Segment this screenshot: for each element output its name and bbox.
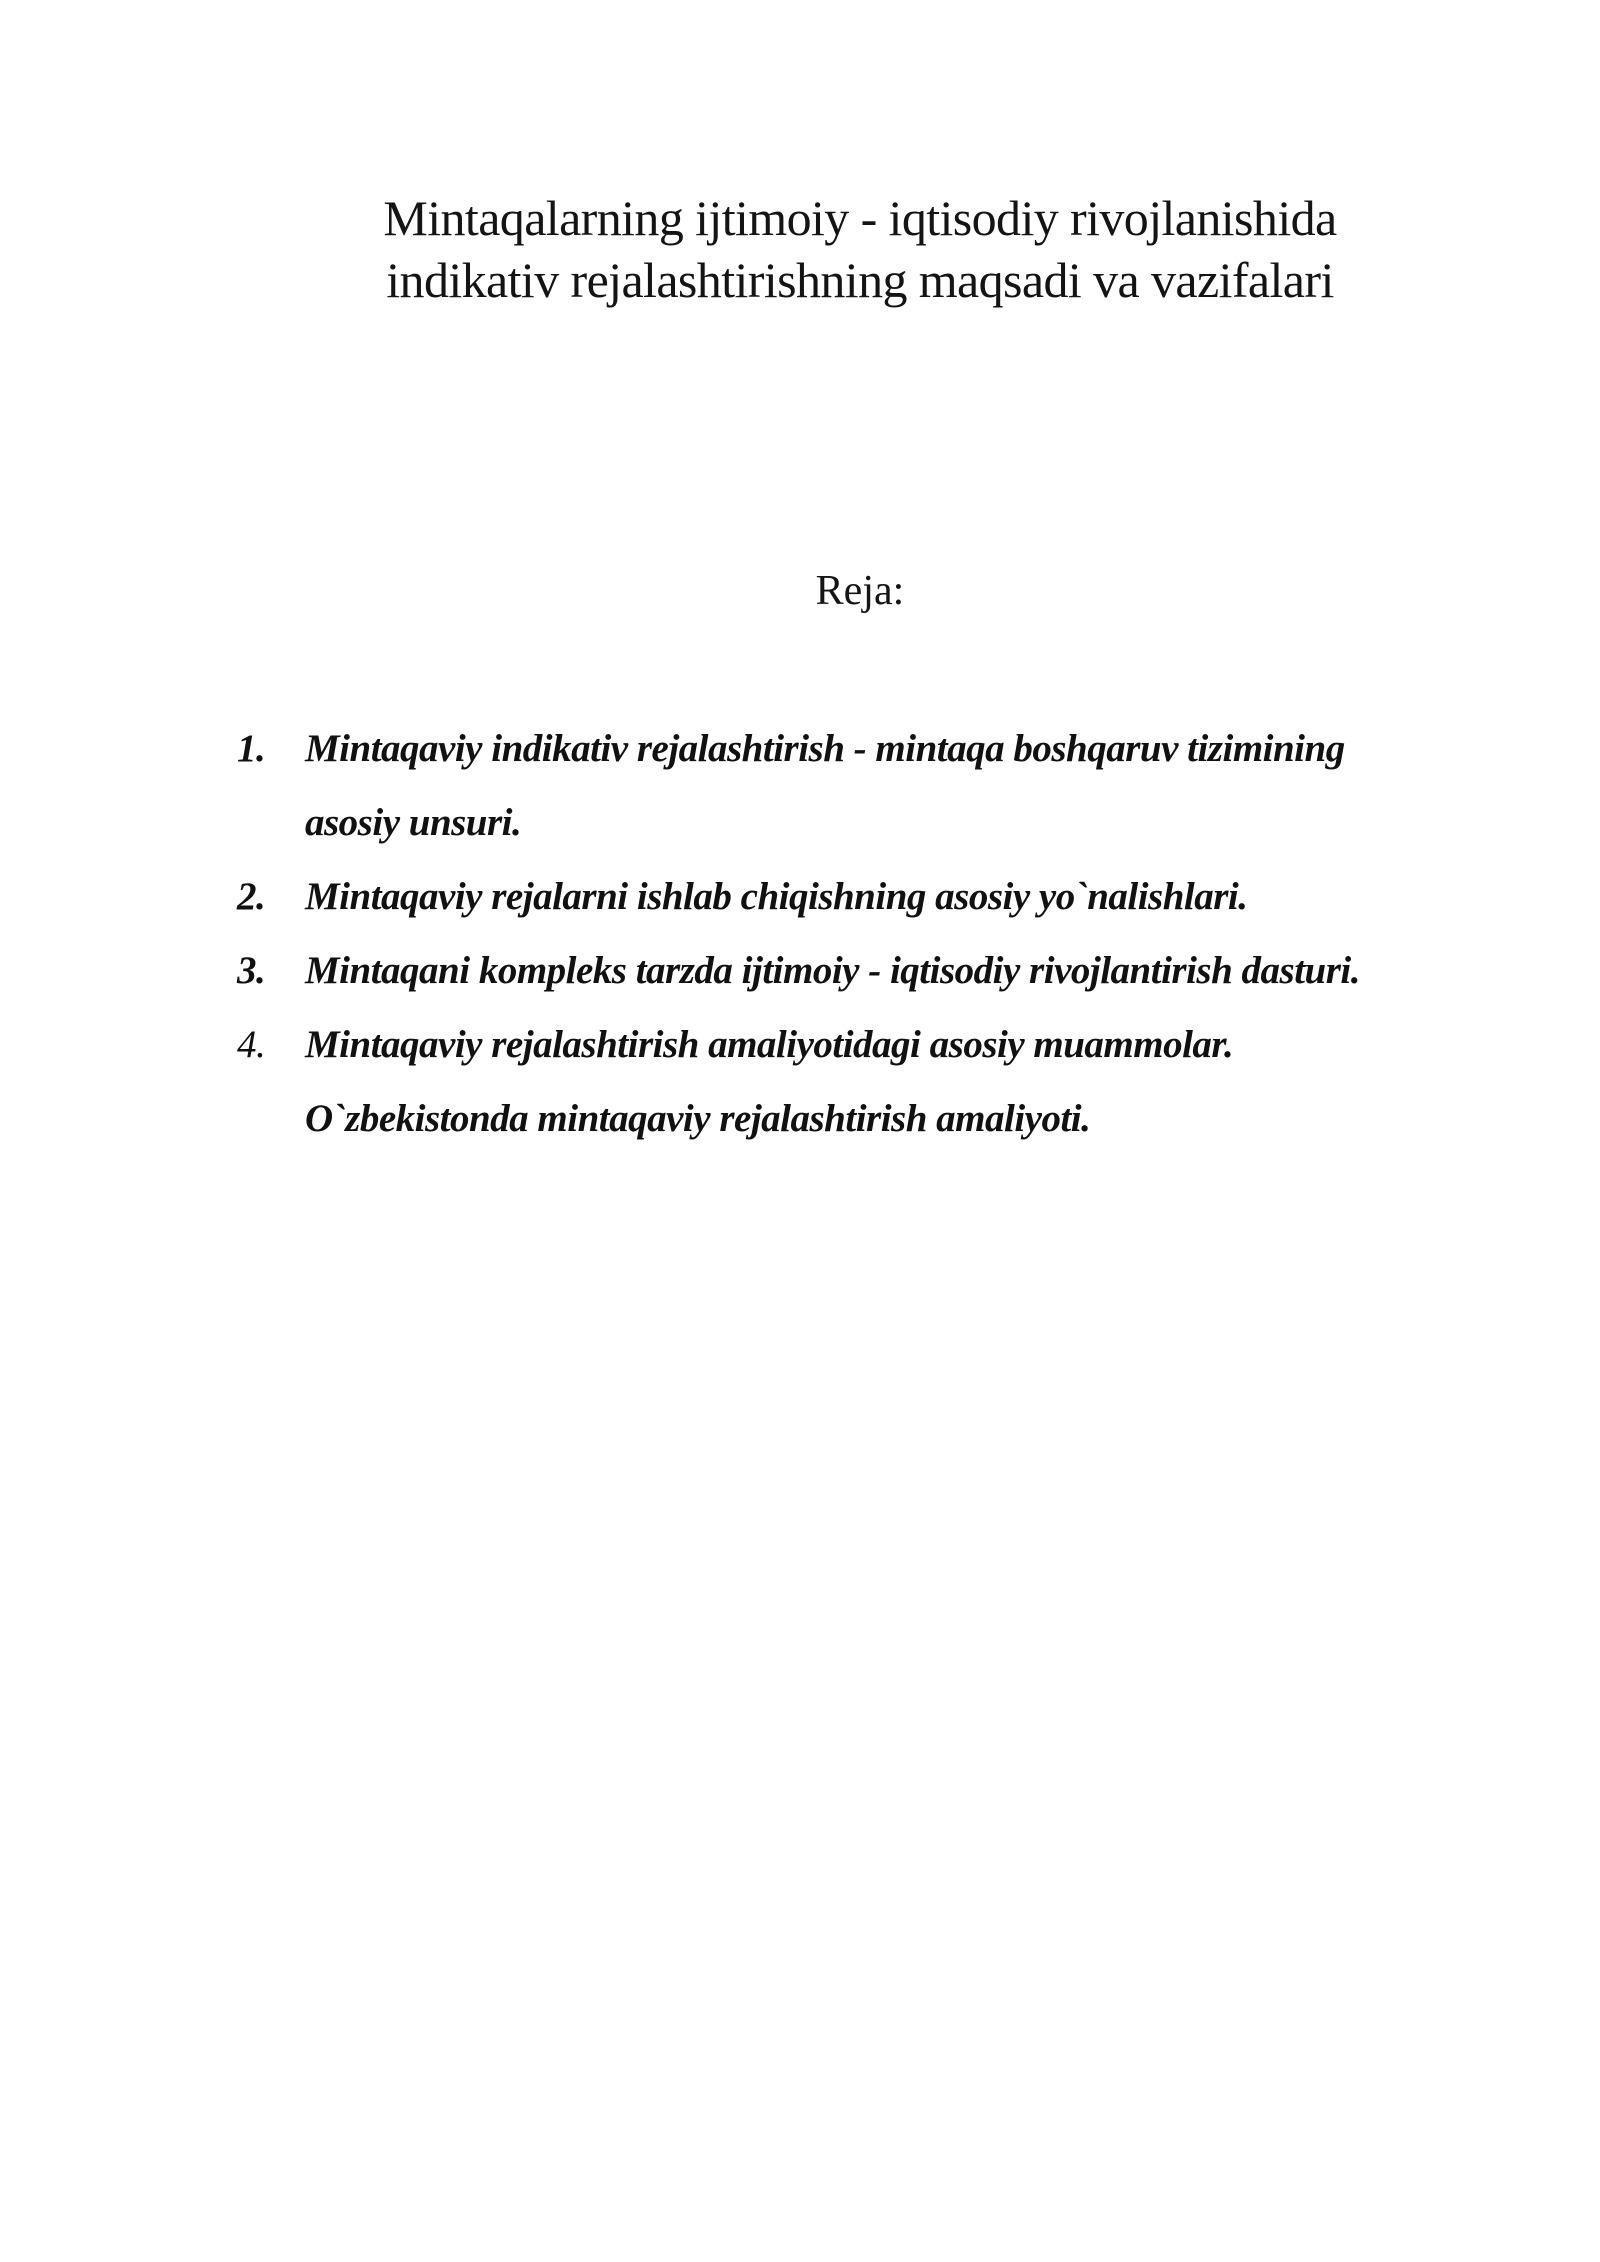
title-line-1: Mintaqalarning ijtimoiy - iqtisodiy rivojlanishida [383,189,1337,246]
plan-item-number: 4. [237,1023,266,1066]
plan-heading: Reja: [815,568,905,614]
plan-item-3 [237,934,1537,1008]
plan-item-number: 3. [237,949,266,992]
plan-list [237,712,1537,1156]
plan-item-number: 1. [237,727,266,770]
document-title [200,187,1520,311]
plan-item-text: Mintaqaviy rejalashtirish amaliyotidagi asosiy muammolar. O`zbekistonda mintaqaviy rejalashtirish amaliyoti. [305,1023,1234,1140]
plan-item-text: Mintaqaviy indikativ rejalashtirish - mintaqa boshqaruv tizimining asosiy unsuri. [305,727,1345,844]
plan-item-1 [237,712,1537,860]
plan-item-2 [237,860,1537,934]
plan-item-text: Mintaqani kompleks tarzda ijtimoiy - iqtisodiy rivojlantirish dasturi. [305,949,1361,992]
plan-item-number: 2. [237,875,266,918]
title-line-2: indikativ rejalashtirishning maqsadi va vazifalari [386,251,1334,308]
plan-item-4 [237,1008,1537,1156]
plan-item-text: Mintaqaviy rejalarni ishlab chiqishning asosiy yo`nalishlari. [305,875,1248,918]
